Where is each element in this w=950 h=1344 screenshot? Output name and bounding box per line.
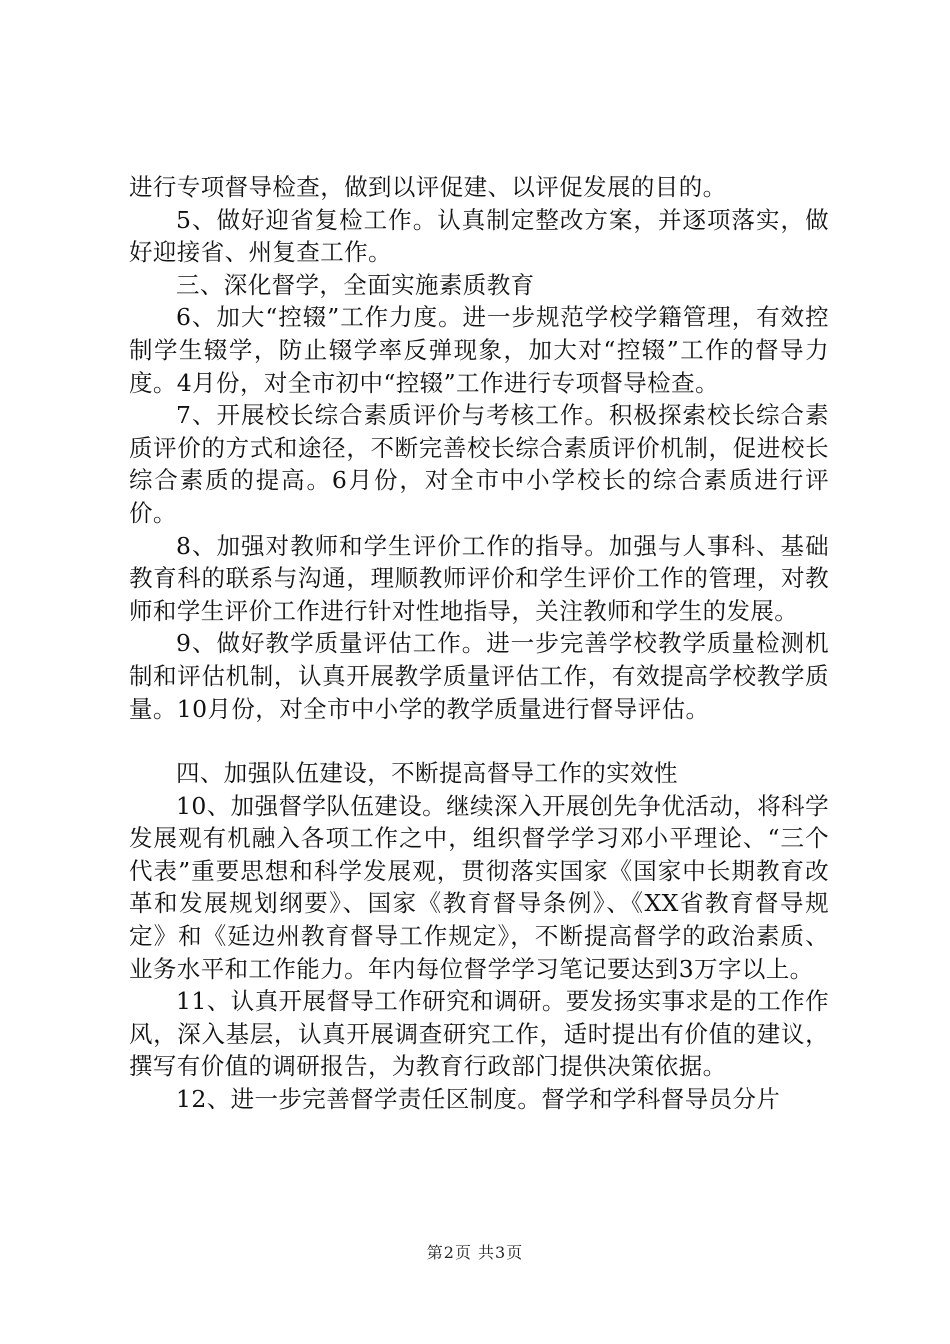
page-number-footer: 第2页 共3页 [426,1243,524,1262]
document-body [129,171,829,1116]
paragraph-item-5: 5、做好迎省复检工作。认真制定整改方案，并逐项落实，做好迎接省、州复查工作。 [129,205,829,267]
section-heading-3: 三、深化督学，全面实施素质教育 [176,270,535,299]
paragraph-item-10: 10、加强督学队伍建设。继续深入开展创先争优活动，将科学发展观有机融入各项工作之中，组织督学学习邓小平理论、“三个代表”重要思想和科学发展观，贯彻落实国家《国家中长期教育改革和发展规划纲要》、国家《教育督导条例》、《XX省教育督导规定》和《延边州教育督导工作规定》，不断提高督学的政治素质、业务水平和工作能力。年内每位督学学习笔记要达到3万字以上。 [129,791,829,983]
paragraph-continuation: 进行专项督导检查，做到以评促建、以评促发展的目的。 [129,173,727,201]
paragraph-item-9: 9、做好教学质量评估工作。进一步完善学校教学质量检测机制和评估机制，认真开展教学质量评估工作，有效提高学校教学质量。10月份，对全市中小学的教学质量进行督导评估。 [129,629,829,723]
paragraph-item-6: 6、加大“控辍”工作力度。进一步规范学校学籍管理，有效控制学生辍学，防止辍学率反弹现象，加大对“控辍”工作的督导力度。4月份，对全市初中“控辍”工作进行专项督导检查。 [129,303,829,397]
paragraph-item-7: 7、开展校长综合素质评价与考核工作。积极探索校长综合素质评价的方式和途径，不断完善校长综合素质评价机制，促进校长综合素质的提高。6月份，对全市中小学校长的综合素质进行评价。 [129,401,829,527]
section-heading-4: 四、加强队伍建设，不断提高督导工作的实效性 [176,759,678,788]
paragraph-item-8: 8、加强对教师和学生评价工作的指导。加强与人事科、基础教育科的联系与沟通，理顺教师评价和学生评价工作的管理，对教师和学生评价工作进行针对性地指导，关注教师和学生的发展。 [129,531,829,625]
paragraph-item-11: 11、认真开展督导工作研究和调研。要发扬实事求是的工作作风，深入基层，认真开展调查研究工作，适时提出有价值的建议，撰写有价值的调研报告，为教育行政部门提供决策依据。 [129,987,829,1081]
paragraph-item-12: 12、进一步完善督学责任区制度。督学和学科督导员分片 [176,1085,781,1114]
